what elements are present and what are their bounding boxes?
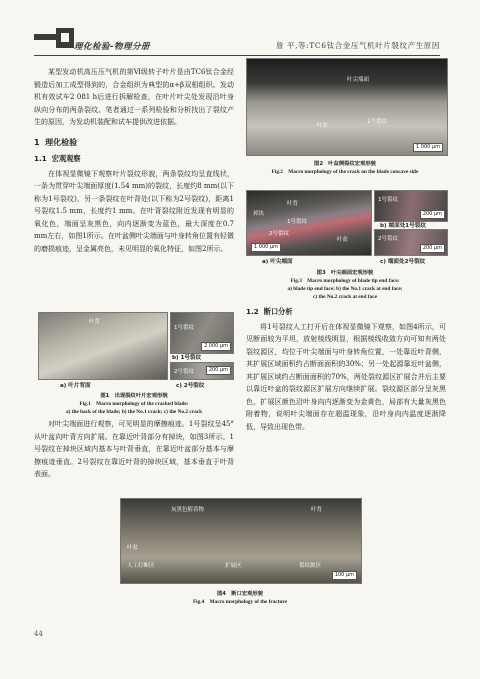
fig3b-label-crack1: 1号裂纹	[378, 197, 398, 203]
fig3a-scale-bar: 1 000 μm	[251, 243, 281, 252]
fig1a-blade-back-photo	[38, 312, 168, 380]
fig4-label-expansion-zone: 扩展区	[225, 563, 242, 569]
journal-title: 理化检验-物理分册	[74, 42, 151, 52]
header-rule	[34, 55, 440, 56]
fig3c-scale-bar: 200 μm	[420, 244, 445, 253]
section-1-1-heading: 1.1 宏观观察	[34, 154, 81, 163]
fig1a-sub-label: a) 叶片背面	[60, 383, 91, 389]
fig2-scale-bar: 1 000 μm	[413, 143, 443, 152]
fig3a-label-drop: 掉块	[253, 211, 265, 217]
page-number: 44	[34, 630, 43, 638]
fig3a-tip-end-face-photo	[246, 190, 372, 256]
fig1c-sub-label: c) 2号裂纹	[176, 383, 205, 389]
left-column-text-2	[34, 418, 234, 481]
fig3a-label-concave: 叶盆	[337, 237, 349, 243]
macro-observation-paragraph: 在体视显微镜下观察叶片裂纹形貌，两条裂纹均呈直线状，一条为贯穿叶尖端面厚度(1.54 mm)的裂纹，长度约8 mm(以下称为1号裂纹)，另一条裂纹在叶背处(以下称为2号裂纹)，距离1号裂纹1.5 mm，长度约1 mm。在叶背裂纹附近发现有明显的氧化色，端面呈灰黑色，向内逐渐变为蓝色，最大深度在0.7 mm左右，如图1所示。在叶盆侧叶尖端面与叶身转角位置有轻微的磨损痕迹，呈金属亮色，未见明显的氧化特征，如图2所示。	[34, 169, 234, 253]
fig3a-label-crack2: 2号裂纹	[269, 231, 289, 237]
tip-end-observation-paragraph: 对叶尖端面进行观察，可见明显的摩擦痕迹。1号裂纹呈45°从叶盆向叶背方向扩展。在靠近叶背部分有掉块，如图3所示。1号裂纹在掉块区域内基本与叶背垂直，在靠近叶盆部分基本与摩擦痕迹垂直。2号裂纹在靠近叶背的掉块区域，基本垂直于叶背表面。	[34, 420, 234, 478]
left-column-text	[34, 66, 234, 255]
right-column-text	[246, 302, 446, 433]
fig4-caption: 图4 断口宏观形貌 Fig.4 Macro morphology of the fracture	[192, 591, 288, 605]
fig3b-sub-label: b) 端面处1号裂纹	[380, 223, 426, 229]
journal-logo-icon	[34, 28, 78, 54]
fig2-concave-side-photo	[246, 58, 448, 156]
fig4-scale-bar: 100 μm	[332, 571, 357, 580]
fig4-fracture-photo	[120, 498, 362, 584]
fracture-analysis-paragraph: 将1号裂纹人工打开后在体视显微镜下观察，如图4所示，可见断面较为平坦，放射棱线明显，根据棱线收敛方向可知有两处裂纹源区，均位于叶尖端面与叶身转角位置，一处靠近叶背侧，其扩展区域面积约占断面面积的30%；另一处起源靠近叶盆侧，其扩展区域约占断面面积的70%，两处裂纹源区扩展合并后主要以靠近叶盆的裂纹源区扩展方向继续扩展。裂纹源区部分呈灰黑色，扩展区颜色沿叶身向内逐渐变为金黄色，局部有大量灰黑色附着物，说明叶尖端面存在超温现象，沿叶身向内温度逐渐降低，导致出现色带。	[246, 322, 446, 431]
fig4-label-deposit: 灰黑色附着物	[171, 507, 205, 513]
fig1c-label-crack2: 2号裂纹	[174, 369, 194, 375]
fig2-label-concave: 叶盆	[317, 123, 329, 129]
fig1-caption: 图1 出现裂纹叶片宏观形貌 Fig.1 Macro morphology of the cracked blade: a) the back of the blade; b) the No.1 crack; c) the No.2 crack	[65, 393, 203, 415]
fig1b-sub-label: b) 1号裂纹	[172, 355, 202, 361]
intro-paragraph: 某型发动机高压压气机的第Ⅵ级转子叶片是由TC6钛合金经锻造后加工成型得到的，合金组织为典型的α+β双相组织。发动机有效试车2 081 h后进行拆解检查，在叶片叶尖处发现沿叶身纵向分布的两条裂纹。笔者通过一系列检验和分析找出了裂纹产生的原因，为发动机装配和试车提供改进依据。	[34, 68, 234, 126]
fig1b-label-crack1: 1号裂纹	[174, 325, 194, 331]
fig2-label-crack1: 1号裂纹	[367, 119, 387, 125]
fig4-label-concave: 叶盆	[127, 545, 139, 551]
fig3b-crack1-end-face-photo	[374, 190, 448, 222]
fig4-label-artificial-break: 人工打断区	[127, 563, 155, 569]
fig3-caption: 图3 叶尖端面宏观形貌 Fig.3 Macro morphology of blade tip end face: a) blade tip end face; b) the No.1 crack at end face; c) the No.2 crack at end face	[287, 270, 403, 300]
running-header	[0, 28, 480, 54]
fig1b-scale-bar: 2 000 μm	[201, 342, 231, 351]
fig1a-label-blade-back: 叶背	[89, 319, 101, 325]
fig3c-sub-label: c) 端面处2号裂纹	[380, 259, 426, 265]
article-running-title: 詹 平,等:TC6钛合金压气机叶片裂纹产生原因	[275, 41, 440, 50]
fig2-label-tip-end: 叶尖端面	[347, 77, 370, 83]
fig4-label-back: 叶背	[311, 507, 323, 513]
section-1-heading: 1 理化检验	[34, 137, 78, 147]
fig1c-scale-bar: 200 μm	[206, 366, 231, 375]
fig3c-crack2-end-face-photo	[374, 229, 448, 256]
fig3b-scale-bar: 200 μm	[420, 210, 445, 219]
fig2-caption: 图2 叶盆侧裂纹宏观形貌 Fig.2 Macro morphology of the crack on the blade concave side	[271, 161, 419, 175]
fig3a-sub-label: a) 叶尖端面	[262, 259, 293, 265]
fig3a-label-back: 叶背	[287, 201, 299, 207]
section-1-2-heading: 1.2 断口分析	[246, 307, 293, 316]
fig3c-label-crack2: 2号裂纹	[378, 236, 398, 242]
fig1b-crack1-photo	[170, 312, 234, 354]
fig4-label-crack-source: 裂纹源区	[299, 563, 322, 569]
fig1c-crack2-photo	[170, 362, 234, 380]
fig3a-label-crack1: 1号裂纹	[287, 219, 307, 225]
